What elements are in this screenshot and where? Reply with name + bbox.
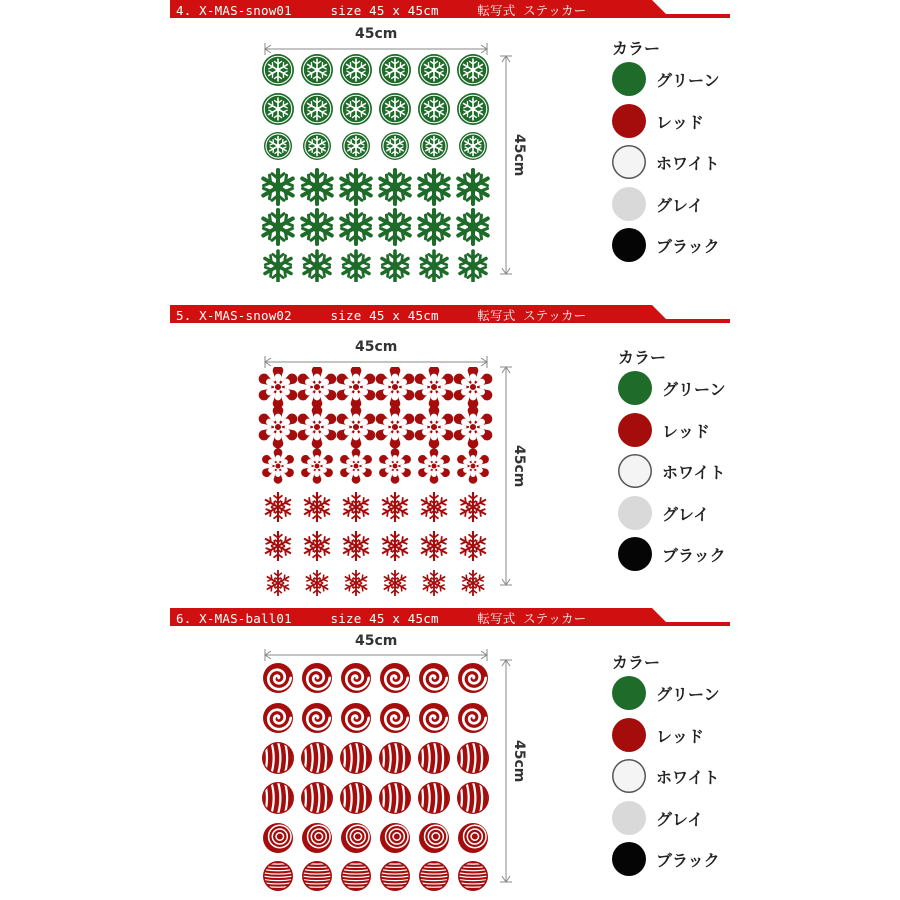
swatch-black — [612, 842, 646, 876]
motif-item — [340, 54, 372, 86]
motif-item — [380, 492, 410, 522]
motif-item — [415, 367, 454, 408]
color-option-black[interactable]: ブラック — [612, 228, 772, 270]
motif-item — [379, 742, 411, 774]
motif-item — [302, 663, 332, 693]
motif-item — [340, 93, 372, 125]
swatch-red — [612, 104, 646, 138]
height-label: 45cm — [511, 445, 527, 488]
motif-item — [341, 492, 371, 522]
motif-item — [380, 531, 410, 561]
motif-item — [302, 531, 332, 561]
motif-item — [379, 448, 411, 483]
motif-item — [380, 663, 410, 693]
section-title: 5. X-MAS-snow02 size 45 x 45cm 転写式 ステッカー — [176, 308, 587, 323]
section-header — [170, 305, 730, 323]
motif-item — [380, 703, 410, 733]
motif-item — [454, 406, 493, 449]
motif-item — [458, 823, 488, 853]
color-option-white[interactable]: ホワイト — [618, 454, 778, 496]
motif-item — [260, 170, 295, 204]
color-option-red[interactable]: レッド — [612, 104, 772, 146]
motif-item — [301, 54, 333, 86]
motif-item — [262, 742, 294, 774]
motif-item — [341, 703, 371, 733]
motif-item — [418, 448, 450, 483]
section-header — [170, 0, 730, 18]
motif-item — [340, 742, 372, 774]
swatch-green — [612, 62, 646, 96]
color-option-gray[interactable]: グレイ — [618, 496, 778, 538]
motif-item — [263, 492, 293, 522]
ornament-grid — [258, 660, 498, 896]
swatch-red — [612, 718, 646, 752]
motif-item — [263, 861, 293, 891]
swatch-green — [618, 371, 652, 405]
motif-item — [457, 251, 488, 281]
snowflake-grid — [258, 50, 498, 282]
motif-item — [265, 570, 291, 596]
palette-title: カラー — [612, 39, 661, 58]
motif-item — [381, 132, 409, 160]
swatch-gray — [618, 496, 652, 530]
swatch-black — [618, 537, 652, 571]
motif-item — [259, 367, 298, 408]
color-palette — [612, 650, 772, 884]
color-option-black[interactable]: ブラック — [612, 842, 772, 884]
width-label: 45cm — [355, 26, 398, 42]
motif-item — [340, 448, 372, 483]
motif-item — [262, 93, 294, 125]
motif-item — [262, 54, 294, 86]
motif-item — [418, 742, 450, 774]
motif-item — [457, 742, 489, 774]
motif-item — [301, 448, 333, 483]
color-palette — [612, 36, 772, 270]
motif-item — [458, 492, 488, 522]
motif-item — [338, 170, 373, 204]
motif-item — [379, 251, 410, 281]
palette-title: カラー — [618, 348, 667, 367]
motif-item — [416, 170, 451, 204]
motif-item — [302, 861, 332, 891]
width-label: 45cm — [355, 633, 398, 649]
motif-item — [302, 823, 332, 853]
section-title: 4. X-MAS-snow01 size 45 x 45cm 転写式 ステッカー — [176, 3, 587, 18]
color-option-green[interactable]: グリーン — [618, 371, 778, 413]
motif-item — [459, 132, 487, 160]
motif-item — [341, 861, 371, 891]
motif-item — [262, 448, 294, 483]
motif-item — [460, 570, 486, 596]
motif-item — [343, 570, 369, 596]
product-section-snow01 — [0, 0, 900, 300]
color-option-green[interactable]: グリーン — [612, 676, 772, 718]
section-title: 6. X-MAS-ball01 size 45 x 45cm 転写式 ステッカー — [176, 611, 587, 626]
motif-item — [419, 492, 449, 522]
motif-item — [340, 251, 371, 281]
motif-item — [302, 492, 332, 522]
motif-item — [458, 531, 488, 561]
motif-item — [264, 132, 292, 160]
height-label: 45cm — [511, 134, 527, 177]
height-label: 45cm — [511, 740, 527, 783]
motif-item — [379, 782, 411, 814]
motif-item — [338, 210, 373, 244]
color-option-green[interactable]: グリーン — [612, 62, 772, 104]
motif-item — [298, 406, 337, 449]
swatch-green — [612, 676, 646, 710]
swatch-white — [618, 454, 652, 488]
motif-item — [259, 406, 298, 449]
palette-title: カラー — [612, 653, 661, 672]
swatch-white — [612, 759, 646, 793]
swatch-red — [618, 413, 652, 447]
motif-item — [376, 406, 415, 449]
swatch-white — [612, 145, 646, 179]
product-section-ball01 — [0, 608, 900, 900]
motif-item — [418, 251, 449, 281]
motif-item — [419, 703, 449, 733]
motif-item — [301, 742, 333, 774]
motif-item — [301, 782, 333, 814]
motif-item — [379, 54, 411, 86]
motif-item — [299, 170, 334, 204]
motif-item — [341, 531, 371, 561]
motif-item — [262, 782, 294, 814]
motif-item — [419, 531, 449, 561]
color-option-red[interactable]: レッド — [618, 413, 778, 455]
motif-item — [458, 861, 488, 891]
motif-item — [418, 54, 450, 86]
color-palette — [618, 345, 778, 579]
motif-item — [457, 54, 489, 86]
color-option-gray[interactable]: グレイ — [612, 801, 772, 843]
motif-item — [416, 210, 451, 244]
motif-item — [337, 406, 376, 449]
motif-item — [419, 861, 449, 891]
motif-item — [379, 93, 411, 125]
motif-item — [455, 210, 490, 244]
motif-item — [337, 367, 376, 408]
color-option-gray[interactable]: グレイ — [612, 187, 772, 229]
motif-item — [380, 861, 410, 891]
color-option-black[interactable]: ブラック — [618, 537, 778, 579]
motif-item — [263, 823, 293, 853]
motif-item — [341, 663, 371, 693]
motif-item — [377, 210, 412, 244]
motif-item — [376, 367, 415, 408]
swatch-gray — [612, 801, 646, 835]
motif-item — [299, 210, 334, 244]
motif-item — [340, 782, 372, 814]
motif-item — [342, 132, 370, 160]
motif-item — [421, 570, 447, 596]
motif-item — [301, 93, 333, 125]
motif-item — [382, 570, 408, 596]
width-label: 45cm — [355, 339, 398, 355]
motif-item — [304, 570, 330, 596]
motif-item — [457, 448, 489, 483]
motif-item — [262, 251, 293, 281]
motif-item — [457, 93, 489, 125]
motif-item — [302, 703, 332, 733]
motif-item — [458, 663, 488, 693]
product-section-snow02 — [0, 305, 900, 605]
motif-item — [341, 823, 371, 853]
motif-item — [298, 367, 337, 408]
motif-item — [457, 782, 489, 814]
motif-item — [303, 132, 331, 160]
motif-item — [415, 406, 454, 449]
motif-item — [380, 823, 410, 853]
motif-item — [419, 823, 449, 853]
motif-item — [418, 782, 450, 814]
color-option-red[interactable]: レッド — [612, 718, 772, 760]
swatch-black — [612, 228, 646, 262]
motif-item — [419, 663, 449, 693]
swatch-gray — [612, 187, 646, 221]
motif-item — [263, 531, 293, 561]
motif-item — [301, 251, 332, 281]
motif-item — [377, 170, 412, 204]
motif-item — [455, 170, 490, 204]
motif-item — [458, 703, 488, 733]
motif-item — [260, 210, 295, 244]
color-option-white[interactable]: ホワイト — [612, 145, 772, 187]
motif-item — [454, 367, 493, 408]
snowflake-grid — [258, 367, 498, 599]
color-option-white[interactable]: ホワイト — [612, 759, 772, 801]
motif-item — [418, 93, 450, 125]
motif-item — [263, 703, 293, 733]
motif-item — [263, 663, 293, 693]
motif-item — [420, 132, 448, 160]
section-header — [170, 608, 730, 626]
